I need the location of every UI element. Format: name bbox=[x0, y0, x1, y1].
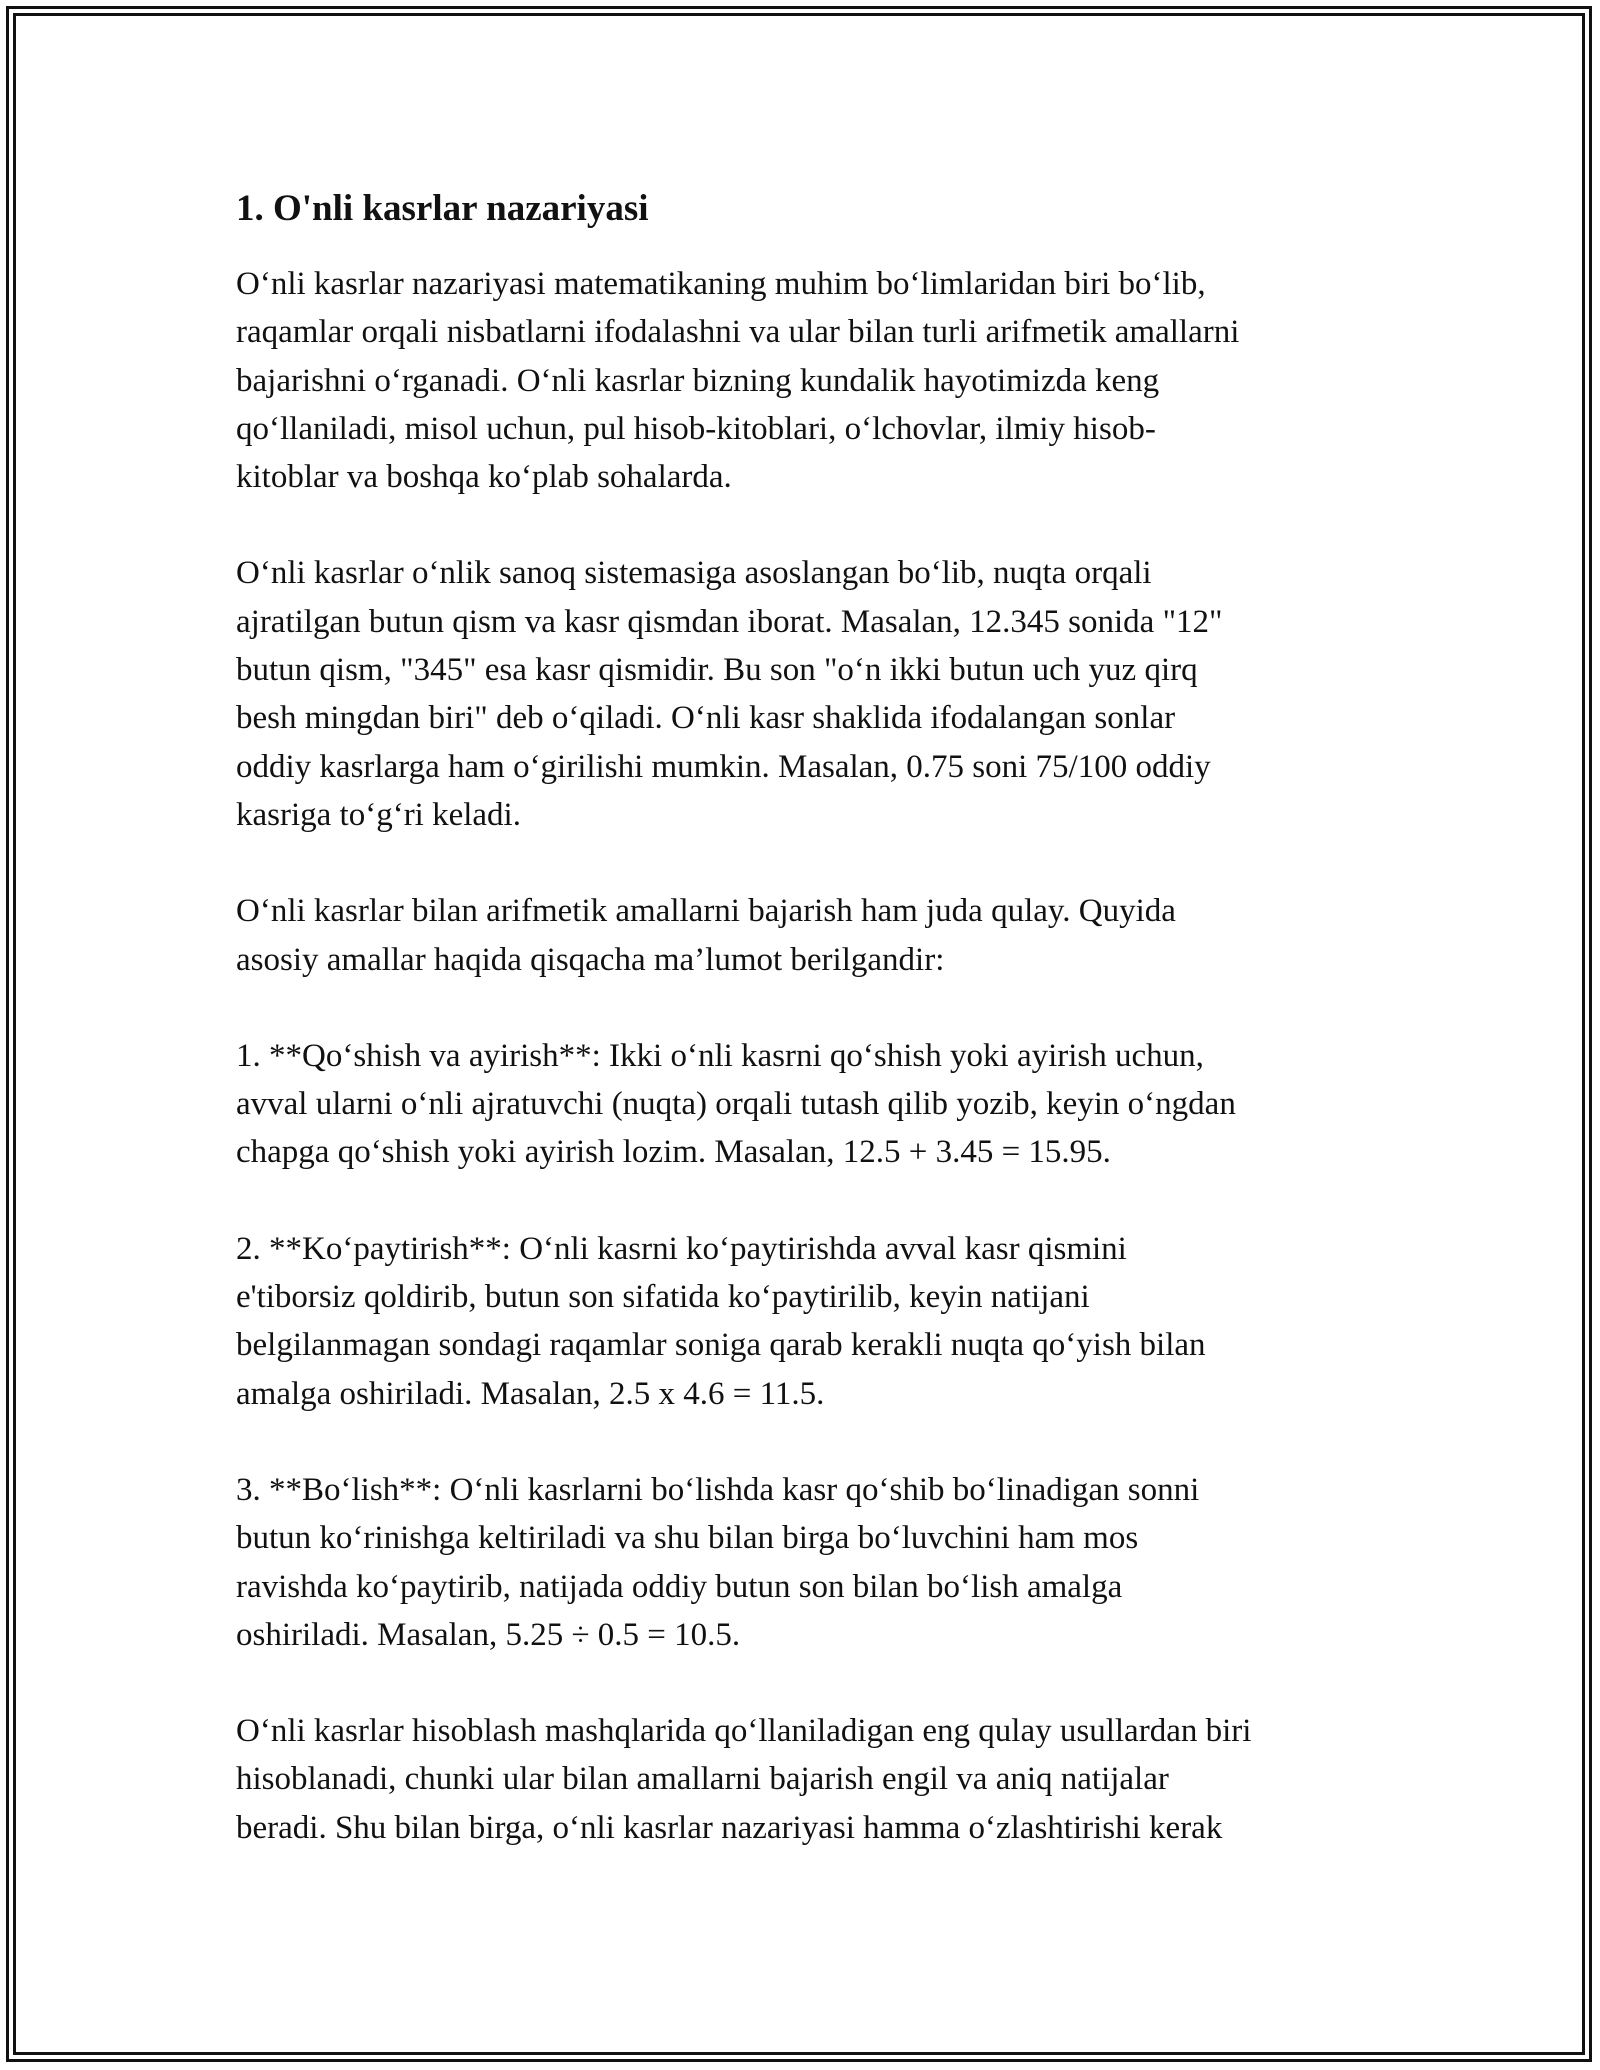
text-line: besh mingdan biri" deb o‘qiladi. O‘nli kasr shaklida ifodalangan sonlar bbox=[236, 700, 1176, 737]
document-body bbox=[236, 186, 1376, 1900]
text-line: asosiy amallar haqida qisqacha ma’lumot berilgandir: bbox=[236, 941, 945, 978]
text-line: kitoblar va boshqa ko‘plab sohalarda. bbox=[236, 459, 732, 496]
text-line: 1. **Qo‘shish va ayirish**: Ikki o‘nli kasrni qo‘shish yoki ayirish uchun, bbox=[236, 1037, 1204, 1074]
paragraph-structure bbox=[236, 549, 1376, 839]
text-line: kasriga to‘g‘ri keladi. bbox=[236, 796, 521, 833]
text-line: oddiy kasrlarga ham o‘girilishi mumkin. Masalan, 0.75 soni 75/100 oddiy bbox=[236, 748, 1211, 785]
section-heading: 1. O'nli kasrlar nazariyasi bbox=[236, 188, 649, 229]
paragraph-operations-intro bbox=[236, 887, 1376, 984]
text-line: avval ularni o‘nli ajratuvchi (nuqta) orqali tutash qilib yozib, keyin o‘ngdan bbox=[236, 1086, 1236, 1123]
paragraph-intro bbox=[236, 260, 1376, 501]
text-line: 3. **Bo‘lish**: O‘nli kasrlarni bo‘lishda kasr qo‘shib bo‘linadigan sonni bbox=[236, 1471, 1200, 1508]
paragraph-multiplication bbox=[236, 1225, 1376, 1418]
text-line: belgilanmagan sondagi raqamlar soniga qarab kerakli nuqta qo‘yish bilan bbox=[236, 1327, 1206, 1364]
text-line: oshiriladi. Masalan, 5.25 ÷ 0.5 = 10.5. bbox=[236, 1616, 741, 1653]
text-line: O‘nli kasrlar bilan arifmetik amallarni bajarish ham juda qulay. Quyida bbox=[236, 893, 1176, 930]
text-line: O‘nli kasrlar o‘nlik sanoq sistemasiga asoslangan bo‘lib, nuqta orqali bbox=[236, 555, 1152, 592]
text-line: O‘nli kasrlar nazariyasi matematikaning muhim bo‘limlaridan biri bo‘lib, bbox=[236, 266, 1206, 302]
text-line: O‘nli kasrlar hisoblash mashqlarida qo‘llaniladigan eng qulay usullardan biri bbox=[236, 1713, 1252, 1750]
text-line: raqamlar orqali nisbatlarni ifodalashni va ular bilan turli arifmetik amallarni bbox=[236, 314, 1240, 351]
text-line: ravishda ko‘paytirib, natijada oddiy butun son bilan bo‘lish amalga bbox=[236, 1568, 1123, 1605]
text-line: butun qism, "345" esa kasr qismidir. Bu son "o‘n ikki butun uch yuz qirq bbox=[236, 652, 1198, 689]
text-line: beradi. Shu bilan birga, o‘nli kasrlar nazariyasi hamma o‘zlashtirishi kerak bbox=[236, 1809, 1223, 1846]
text-line: hisoblanadi, chunki ular bilan amallarni bajarish engil va aniq natijalar bbox=[236, 1761, 1169, 1798]
text-line: chapga qo‘shish yoki ayirish lozim. Masalan, 12.5 + 3.45 = 15.95. bbox=[236, 1134, 1111, 1171]
text-line: butun ko‘rinishga keltiriladi va shu bilan birga bo‘luvchini ham mos bbox=[236, 1520, 1139, 1557]
text-line: e'tiborsiz qoldirib, butun son sifatida ko‘paytirilib, keyin natijani bbox=[236, 1279, 1090, 1316]
paragraph-conclusion bbox=[236, 1707, 1376, 1852]
paragraph-addition bbox=[236, 1032, 1376, 1177]
paragraph-division bbox=[236, 1466, 1376, 1659]
text-line: 2. **Ko‘paytirish**: O‘nli kasrni ko‘paytirishda avval kasr qismini bbox=[236, 1230, 1127, 1267]
text-line: bajarishni o‘rganadi. O‘nli kasrlar bizning kundalik hayotimizda keng bbox=[236, 362, 1160, 399]
text-line: ajratilgan butun qism va kasr qismdan iborat. Masalan, 12.345 sonida "12" bbox=[236, 603, 1223, 640]
text-line: qo‘llaniladi, misol uchun, pul hisob-kitoblari, o‘lchovlar, ilmiy hisob- bbox=[236, 410, 1156, 447]
text-line: amalga oshiriladi. Masalan, 2.5 x 4.6 = 11.5. bbox=[236, 1375, 825, 1412]
